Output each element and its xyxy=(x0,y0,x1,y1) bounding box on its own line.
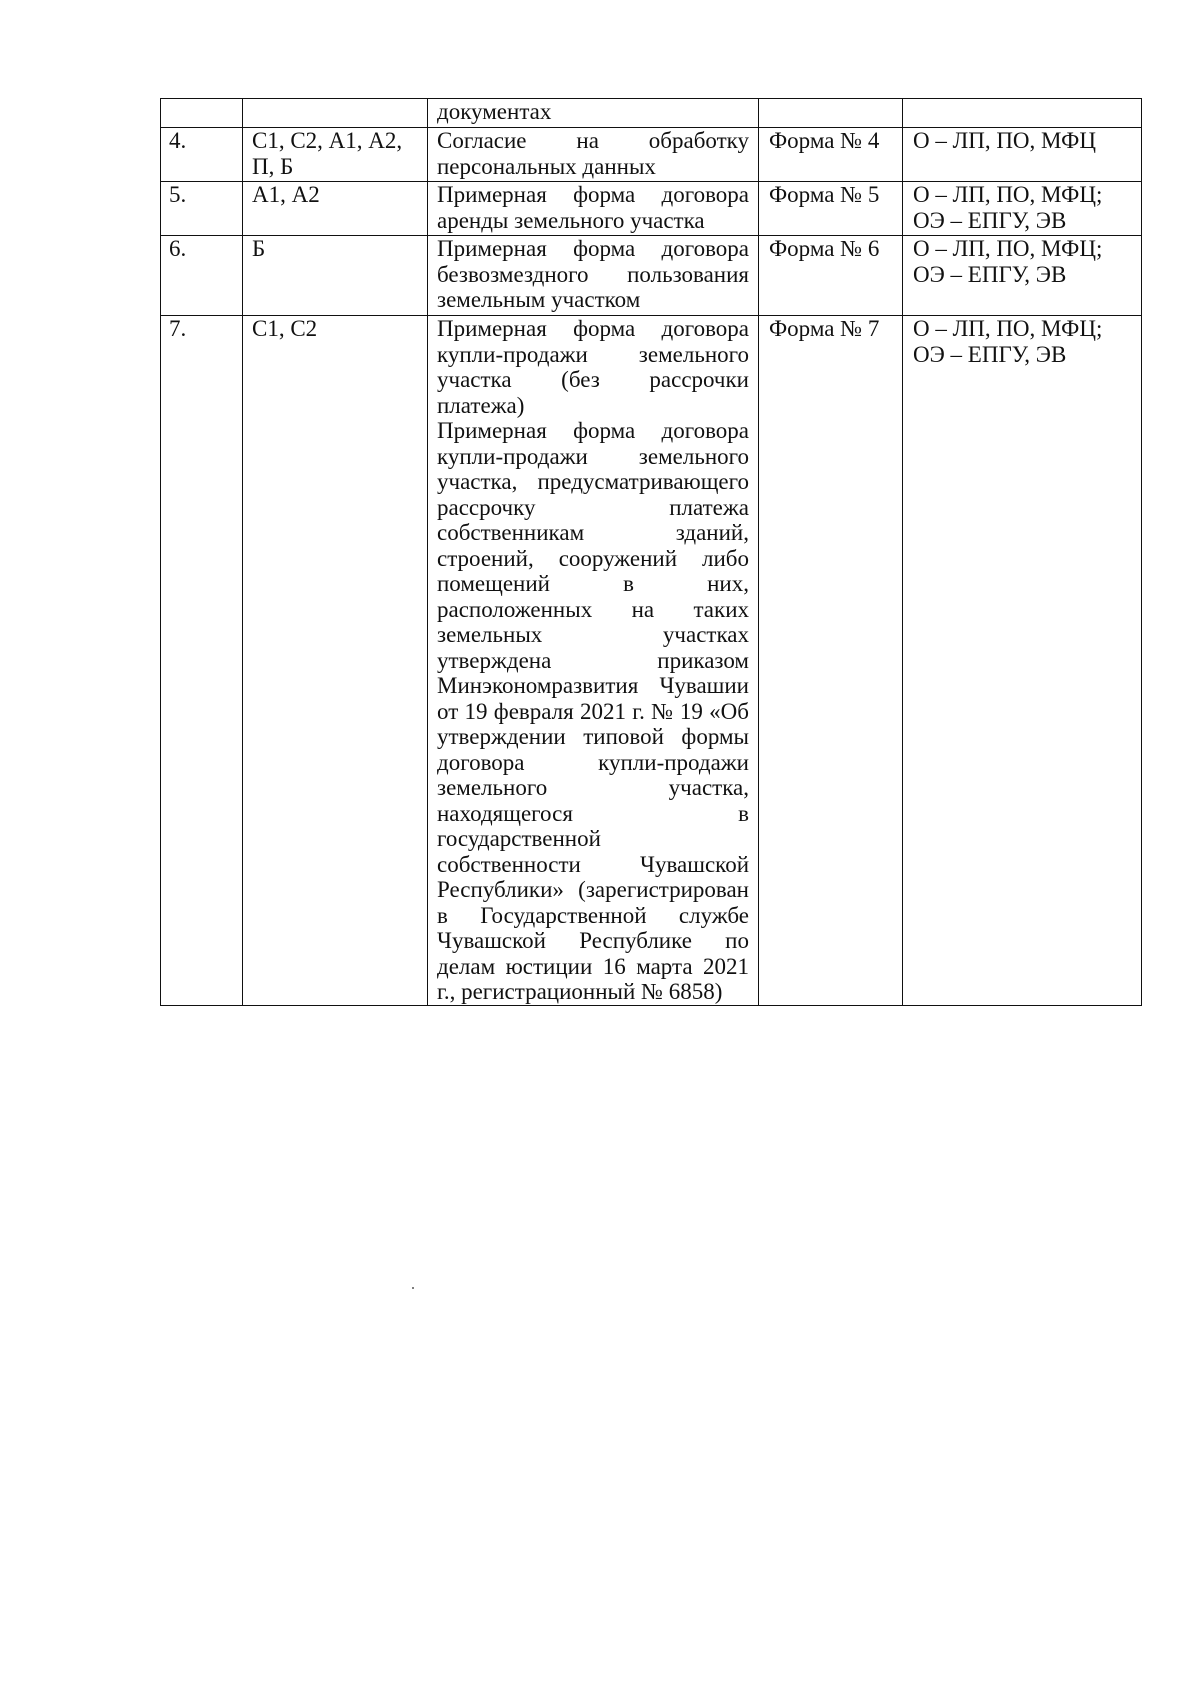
form-number xyxy=(759,99,903,128)
form-number: Форма № 4 xyxy=(759,128,903,182)
submission-method: О – ЛП, ПО, МФЦ; ОЭ – ЕПГУ, ЭВ xyxy=(903,316,1142,1006)
document-name-text: Примерная форма договора купли-продажи земельного участка (без рассрочки платежа) xyxy=(437,316,749,418)
applicant-categories: А1, А2 xyxy=(243,182,428,236)
document-name xyxy=(428,99,759,128)
document-name-text: Примерная форма договора безвозмездного пользования земельным участком xyxy=(437,236,749,312)
document-name-text: Примерная форма договора купли-продажи земельного участка, предусматривающего рассрочку платежа собственникам зданий, строений, сооружений либо помещений в них, расположенных на таких земельных участках утверждена приказом Минэкономразвития Чувашии от 19 февраля 2021 г. № 19 «Об утверждении типовой формы договора купли-продажи земельного участка, находящегося в государственной собственности Чувашской Республики» (зарегистрирован в Государственной службе Чувашской Республике по делам юстиции 16 марта 2021 г., регистрационный № 6858) xyxy=(437,418,749,1004)
scan-speck xyxy=(412,1287,414,1289)
applicant-categories: Б xyxy=(243,236,428,316)
submission-method: О – ЛП, ПО, МФЦ; ОЭ – ЕПГУ, ЭВ xyxy=(903,182,1142,236)
applicant-categories: С1, С2 xyxy=(243,316,428,1006)
row-number: 6. xyxy=(161,236,243,316)
table-row xyxy=(161,128,1142,182)
applicant-categories xyxy=(243,99,428,128)
document-name xyxy=(428,182,759,236)
table-row xyxy=(161,99,1142,128)
row-number: 4. xyxy=(161,128,243,182)
document-name-text: документах xyxy=(437,99,552,124)
row-number: 5. xyxy=(161,182,243,236)
submission-method: О – ЛП, ПО, МФЦ xyxy=(903,128,1142,182)
document-name xyxy=(428,236,759,316)
table-row xyxy=(161,182,1142,236)
documents-table xyxy=(160,98,1142,1006)
document-name xyxy=(428,128,759,182)
document-name-text: Согласие на обработку персональных данных xyxy=(437,128,749,179)
table-row xyxy=(161,236,1142,316)
applicant-categories: С1, С2, А1, А2, П, Б xyxy=(243,128,428,182)
form-number: Форма № 5 xyxy=(759,182,903,236)
document-name xyxy=(428,316,759,1006)
submission-method: О – ЛП, ПО, МФЦ; ОЭ – ЕПГУ, ЭВ xyxy=(903,236,1142,316)
row-number xyxy=(161,99,243,128)
form-number: Форма № 6 xyxy=(759,236,903,316)
document-name-text: Примерная форма договора аренды земельного участка xyxy=(437,182,749,233)
submission-method xyxy=(903,99,1142,128)
form-number: Форма № 7 xyxy=(759,316,903,1006)
row-number: 7. xyxy=(161,316,243,1006)
table-row xyxy=(161,316,1142,1006)
